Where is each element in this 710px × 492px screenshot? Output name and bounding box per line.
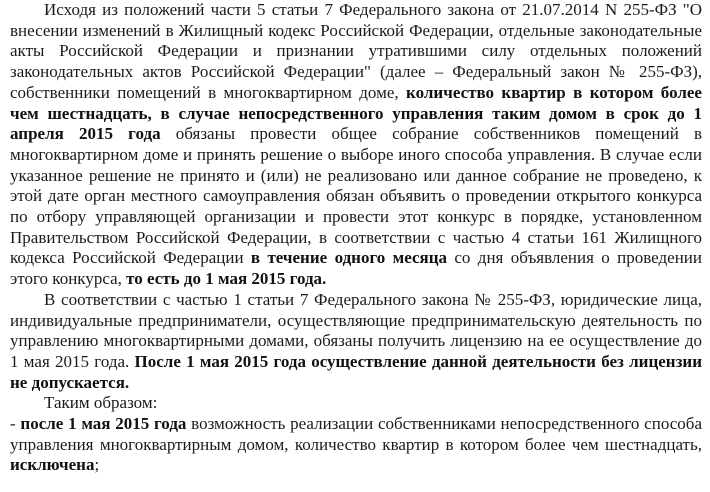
text-run-bold: то есть до 1 мая 2015 года. xyxy=(126,269,327,289)
text-run-bold: количество квартир в котором более чем шестнадцать, в случае непосредственного управления таким домом в срок до 1 апреля 2015 года xyxy=(10,82,702,144)
text-run-bold: после 1 мая 2015 года xyxy=(20,414,187,434)
text-run: В соответствии с частью 1 статьи 7 Федерального закона № 255-ФЗ, юридические лица, индивидуальные предприниматели, осуществляющие предпринимательскую деятельность по управлению многоквартирными домами, обязаны получить лицензию на ее осуществление до 1 мая 2015 года. xyxy=(10,289,702,371)
text-run: возможность реализации собственниками непосредственного способа управления многоквартирным домом, количество квартир в котором более чем шестнадцать, xyxy=(10,414,702,454)
text-run-bold: в течение одного месяца xyxy=(250,248,448,268)
text-run: со дня объявления о проведении этого конкурса, xyxy=(10,248,702,289)
paragraph-conclusion-intro xyxy=(10,393,702,414)
document-page xyxy=(10,0,702,492)
text-run: Исходя из положений части 5 статьи 7 Федерального закона от 21.07.2014 N 255-ФЗ "О внесении изменений в Жилищный кодекс Российской Федерации, отдельные законодательные акты Российской Федерации и признании утратившими силу отдельных положений законодательных актов Российской Федерации" (далее – Федеральный закон № 255-ФЗ), собственники помещений в многоквартирном доме, xyxy=(10,0,702,102)
text-run: - xyxy=(10,414,21,434)
paragraph-license-requirement xyxy=(10,290,702,394)
list-item-conclusion xyxy=(10,414,702,476)
text-run: обязаны провести общее собрание собственников помещений в многоквартирном доме и принять решение о выборе иного способа управления. В случае если указанное решение не принято и (или) не реализовано или данное собрание не проведено, к этой дате орган местного самоуправления обязан объявить о проведении открытого конкурса по отбору управляющей организации и провести этот конкурс в порядке, установленном Правительством Российской Федерации, в соответствии с частью 4 статьи 161 Жилищного кодекса Российской Федерации xyxy=(10,124,702,268)
text-run-bold: После 1 мая 2015 года осуществление данной деятельности без лицензии не допускается. xyxy=(10,351,702,392)
text-run-bold: исключена xyxy=(10,455,95,475)
paragraph-law-255fz-direct-management xyxy=(10,0,702,290)
text-run: Таким образом: xyxy=(44,393,158,413)
text-run: ; xyxy=(94,455,100,475)
